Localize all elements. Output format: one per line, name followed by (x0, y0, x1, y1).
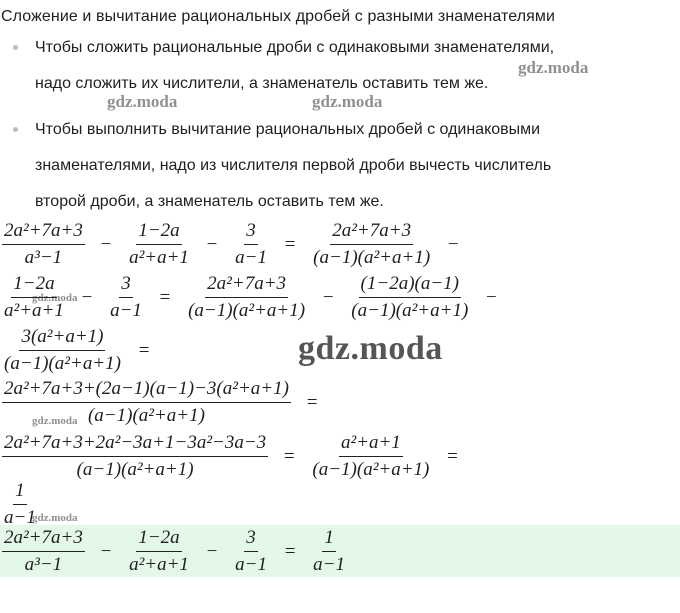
watermark: gdz.moda (518, 58, 589, 77)
fraction (310, 432, 431, 481)
operator: = (306, 391, 318, 413)
equation-line-1 (0, 220, 468, 269)
denominator: a−1 (235, 247, 267, 268)
operator: = (159, 286, 171, 308)
denominator: (a−1)(a²+a+1) (87, 405, 205, 426)
denominator: a³−1 (24, 554, 63, 575)
numerator: 3(a²+a+1) (19, 326, 105, 351)
operator: − (100, 540, 112, 562)
equation-line-5 (0, 432, 467, 481)
denominator: (a−1)(a²+a+1) (76, 459, 194, 480)
final-answer (0, 527, 349, 576)
fraction (233, 220, 269, 269)
rule-1-line-2: надо сложить их числители, а знаменатель оставить тем же. (35, 75, 489, 92)
fraction (2, 326, 123, 375)
fraction (233, 527, 269, 576)
denominator: (a−1)(a²+a+1) (4, 353, 121, 374)
fraction (127, 527, 191, 576)
denominator: a²+a+1 (129, 247, 189, 268)
operator: − (322, 286, 334, 308)
fraction (108, 273, 144, 322)
operator: = (284, 233, 296, 255)
equation-line-3 (0, 326, 158, 375)
numerator: a²+a+1 (339, 432, 403, 457)
fraction (127, 220, 191, 269)
page-heading: Сложение и вычитание рациональных дробей с разными знаменателями (1, 8, 556, 25)
operator: = (283, 445, 295, 467)
numerator: 3 (244, 527, 258, 552)
fraction (311, 527, 347, 576)
denominator: a³−1 (24, 247, 63, 268)
rule-1-line-1: Чтобы сложить рациональные дроби с одинаковыми знаменателями, (35, 39, 555, 56)
operator: = (284, 540, 296, 562)
operator: = (447, 445, 458, 467)
watermark: gdz.moda (298, 330, 443, 367)
denominator: a²+a+1 (129, 554, 189, 575)
watermark: gdz.moda (32, 415, 78, 427)
fraction (2, 527, 85, 576)
fraction (186, 273, 307, 322)
fraction (2, 378, 291, 427)
equation-line-4 (0, 378, 326, 427)
operator: − (81, 286, 93, 308)
denominator: a−1 (110, 300, 142, 321)
numerator: 1−2a (11, 273, 56, 298)
watermark: gdz.moda (32, 512, 78, 524)
equation-line-6 (0, 480, 40, 529)
fraction (2, 273, 66, 322)
numerator: (1−2a)(a−1) (359, 273, 461, 298)
rule-2-line-1: Чтобы выполнить вычитание рациональных дробей с одинаковыми (35, 121, 541, 138)
numerator: 2a²+7a+3 (2, 220, 85, 245)
watermark: gdz.moda (32, 292, 78, 304)
equation-line-2 (0, 273, 506, 322)
denominator: a−1 (4, 507, 36, 528)
numerator: 1−2a (136, 527, 181, 552)
rule-bullet-2 (13, 127, 18, 132)
operator: − (206, 233, 218, 255)
numerator: 2a²+7a+3 (330, 220, 413, 245)
fraction (2, 432, 268, 481)
denominator: a²+a+1 (4, 300, 64, 321)
denominator: (a−1)(a²+a+1) (188, 300, 306, 321)
numerator: 2a²+7a+3+2a²−3a+1−3a²−3a−3 (2, 432, 268, 457)
watermark: gdz.moda (107, 92, 178, 111)
watermark: gdz.moda (312, 92, 383, 111)
fraction (2, 220, 85, 269)
rule-2-line-3: второй дроби, а знаменатель оставить тем же. (35, 193, 384, 210)
numerator: 3 (244, 220, 258, 245)
denominator: (a−1)(a²+a+1) (312, 459, 430, 480)
numerator: 1 (322, 527, 336, 552)
denominator: (a−1)(a²+a+1) (351, 300, 469, 321)
numerator: 3 (119, 273, 133, 298)
fraction (349, 273, 470, 322)
fraction (311, 220, 432, 269)
numerator: 2a²+7a+3 (205, 273, 288, 298)
operator: − (100, 233, 112, 255)
fraction (2, 480, 38, 529)
numerator: 2a²+7a+3 (2, 527, 85, 552)
denominator: (a−1)(a²+a+1) (313, 247, 431, 268)
operator: − (206, 540, 218, 562)
denominator: a−1 (235, 554, 267, 575)
numerator: 2a²+7a+3+(2a−1)(a−1)−3(a²+a+1) (2, 378, 291, 403)
numerator: 1−2a (136, 220, 181, 245)
rule-2-line-2: знаменателями, надо из числителя первой дроби вычесть числитель (35, 157, 552, 174)
rule-bullet-1 (13, 45, 18, 50)
operator: − (447, 233, 459, 255)
denominator: a−1 (313, 554, 345, 575)
operator: − (486, 286, 497, 308)
operator: = (138, 339, 150, 361)
numerator: 1 (13, 480, 27, 505)
